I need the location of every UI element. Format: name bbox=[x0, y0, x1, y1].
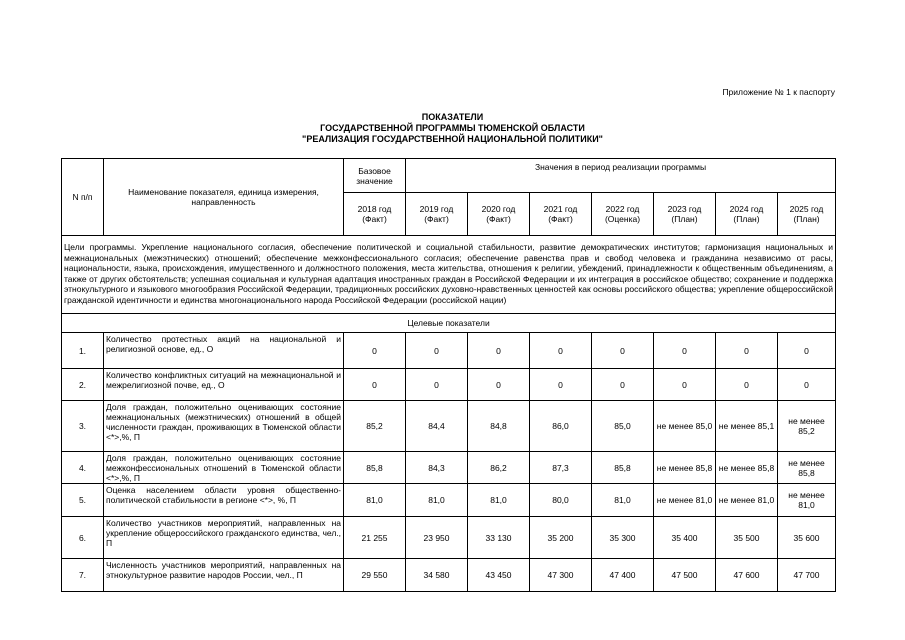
indicator-value: не менее 85,2 bbox=[778, 401, 836, 452]
header-year: 2020 год (Факт) bbox=[468, 193, 530, 236]
header-year: 2021 год (Факт) bbox=[530, 193, 592, 236]
indicator-value: 0 bbox=[530, 333, 592, 369]
header-year: 2018 год (Факт) bbox=[344, 193, 406, 236]
indicator-value: 43 450 bbox=[468, 559, 530, 592]
indicator-value: 84,4 bbox=[406, 401, 468, 452]
header-name: Наименование показателя, единица измерения, направленность bbox=[104, 159, 344, 236]
indicator-value: 0 bbox=[592, 369, 654, 401]
indicator-value: 85,2 bbox=[344, 401, 406, 452]
row-number: 6. bbox=[62, 517, 104, 559]
indicator-value: не менее 85,1 bbox=[716, 401, 778, 452]
indicator-name: Количество конфликтных ситуаций на межнациональной и межрелигиозной почве, ед., О bbox=[104, 369, 344, 401]
indicator-name: Количество участников мероприятий, направленных на укрепление общероссийского гражданского единства, чел., П bbox=[104, 517, 344, 559]
header-num: N п/п bbox=[62, 159, 104, 236]
indicator-value: 81,0 bbox=[344, 484, 406, 517]
indicator-value: 0 bbox=[406, 333, 468, 369]
indicator-value: 84,8 bbox=[468, 401, 530, 452]
indicator-value: не менее 81,0 bbox=[654, 484, 716, 517]
header-year: 2025 год (План) bbox=[778, 193, 836, 236]
indicator-name: Количество протестных акций на национальной и религиозной основе, ед., О bbox=[104, 333, 344, 369]
indicator-value: 0 bbox=[654, 369, 716, 401]
indicator-value: не менее 85,8 bbox=[716, 452, 778, 484]
header-year: 2023 год (План) bbox=[654, 193, 716, 236]
table-row bbox=[62, 452, 836, 484]
indicator-value: 0 bbox=[778, 333, 836, 369]
program-goals: Цели программы. Укрепление национального согласия, обеспечение политической и социальной стабильности, развитие демократических институтов; гармонизация национальных и межнациональных (межэтнических) отношений; обеспечение межконфессионального согласия; обеспечение равенства прав и свобод человека и гражданина независимо от расы, национальности, языка, происхождения, имущественного и должностного положения, места жительства, отношения к религии, убеждений, принадлежности к общественным объединениям, а также от других обстоятельств; успешная социальная и культурная адаптация иностранных граждан в Российской Федерации и их интеграция в российское общество; сохранение и поддержка этнокультурного и языкового многообразия Российской Федерации, традиционных российских духовно-нравственных ценностей как основы российского общества; укрепление общероссийской гражданской идентичности и единства многонационального народа Российской Федерации (российской нации) bbox=[62, 236, 836, 314]
table-row bbox=[62, 369, 836, 401]
indicator-value: 34 580 bbox=[406, 559, 468, 592]
row-number: 3. bbox=[62, 401, 104, 452]
row-number: 7. bbox=[62, 559, 104, 592]
row-number: 5. bbox=[62, 484, 104, 517]
indicator-value: 81,0 bbox=[592, 484, 654, 517]
header-year: 2024 год (План) bbox=[716, 193, 778, 236]
title-line: ПОКАЗАТЕЛИ bbox=[421, 112, 484, 122]
indicator-value: не менее 85,0 bbox=[654, 401, 716, 452]
indicator-value: не менее 81,0 bbox=[716, 484, 778, 517]
indicator-value: 0 bbox=[592, 333, 654, 369]
appendix-note: Приложение № 1 к паспорту bbox=[722, 87, 835, 97]
indicator-value: 21 255 bbox=[344, 517, 406, 559]
table-row bbox=[62, 517, 836, 559]
indicator-value: 86,2 bbox=[468, 452, 530, 484]
indicator-value: 0 bbox=[654, 333, 716, 369]
indicator-value: 85,8 bbox=[344, 452, 406, 484]
indicator-value: 87,3 bbox=[530, 452, 592, 484]
indicator-value: 0 bbox=[530, 369, 592, 401]
indicators-table bbox=[61, 158, 836, 592]
table-row bbox=[62, 484, 836, 517]
indicator-value: не менее 81,0 bbox=[778, 484, 836, 517]
indicator-value: 47 400 bbox=[592, 559, 654, 592]
indicator-value: 35 400 bbox=[654, 517, 716, 559]
indicator-value: 33 130 bbox=[468, 517, 530, 559]
indicator-value: 29 550 bbox=[344, 559, 406, 592]
indicator-value: не менее 85,8 bbox=[778, 452, 836, 484]
title-line: ГОСУДАРСТВЕННОЙ ПРОГРАММЫ ТЮМЕНСКОЙ ОБЛАСТИ bbox=[320, 123, 585, 133]
row-number: 1. bbox=[62, 333, 104, 369]
header-year: 2022 год (Оценка) bbox=[592, 193, 654, 236]
indicator-value: 0 bbox=[716, 333, 778, 369]
indicator-value: не менее 85,8 bbox=[654, 452, 716, 484]
indicator-value: 47 300 bbox=[530, 559, 592, 592]
indicator-value: 0 bbox=[468, 369, 530, 401]
row-number: 4. bbox=[62, 452, 104, 484]
indicator-value: 23 950 bbox=[406, 517, 468, 559]
table-row bbox=[62, 333, 836, 369]
indicator-value: 0 bbox=[468, 333, 530, 369]
indicator-value: 86,0 bbox=[530, 401, 592, 452]
indicator-value: 35 600 bbox=[778, 517, 836, 559]
header-period: Значения в период реализации программы bbox=[406, 159, 836, 193]
document-title bbox=[0, 112, 905, 145]
header-base: Базовое значение bbox=[344, 159, 406, 193]
indicator-value: 85,8 bbox=[592, 452, 654, 484]
row-number: 2. bbox=[62, 369, 104, 401]
indicator-value: 35 200 bbox=[530, 517, 592, 559]
indicator-value: 47 700 bbox=[778, 559, 836, 592]
indicator-value: 47 500 bbox=[654, 559, 716, 592]
indicator-name: Оценка населением области уровня общественно-политической стабильности в регионе <*>, %, П bbox=[104, 484, 344, 517]
indicator-value: 35 300 bbox=[592, 517, 654, 559]
header-year: 2019 год (Факт) bbox=[406, 193, 468, 236]
target-indicators-header: Целевые показатели bbox=[62, 314, 836, 333]
indicator-value: 0 bbox=[716, 369, 778, 401]
indicator-value: 35 500 bbox=[716, 517, 778, 559]
indicator-value: 80,0 bbox=[530, 484, 592, 517]
indicator-value: 84,3 bbox=[406, 452, 468, 484]
indicator-name: Доля граждан, положительно оценивающих состояние межнациональных (межэтнических) отношений в общей численности граждан, проживающих в Тюменской области <*>,%, П bbox=[104, 401, 344, 452]
indicator-value: 47 600 bbox=[716, 559, 778, 592]
indicator-value: 0 bbox=[344, 369, 406, 401]
indicator-value: 81,0 bbox=[406, 484, 468, 517]
indicator-name: Доля граждан, положительно оценивающих состояние межконфессиональных отношений в Тюменской области <*>,%, П bbox=[104, 452, 344, 484]
indicator-value: 81,0 bbox=[468, 484, 530, 517]
indicator-value: 0 bbox=[406, 369, 468, 401]
indicator-value: 85,0 bbox=[592, 401, 654, 452]
table-row bbox=[62, 401, 836, 452]
table-row bbox=[62, 559, 836, 592]
indicator-value: 0 bbox=[344, 333, 406, 369]
indicator-value: 0 bbox=[778, 369, 836, 401]
indicator-name: Численность участников мероприятий, направленных на этнокультурное развитие народов России, чел., П bbox=[104, 559, 344, 592]
title-line: "РЕАЛИЗАЦИЯ ГОСУДАРСТВЕННОЙ НАЦИОНАЛЬНОЙ ПОЛИТИКИ" bbox=[302, 134, 603, 144]
